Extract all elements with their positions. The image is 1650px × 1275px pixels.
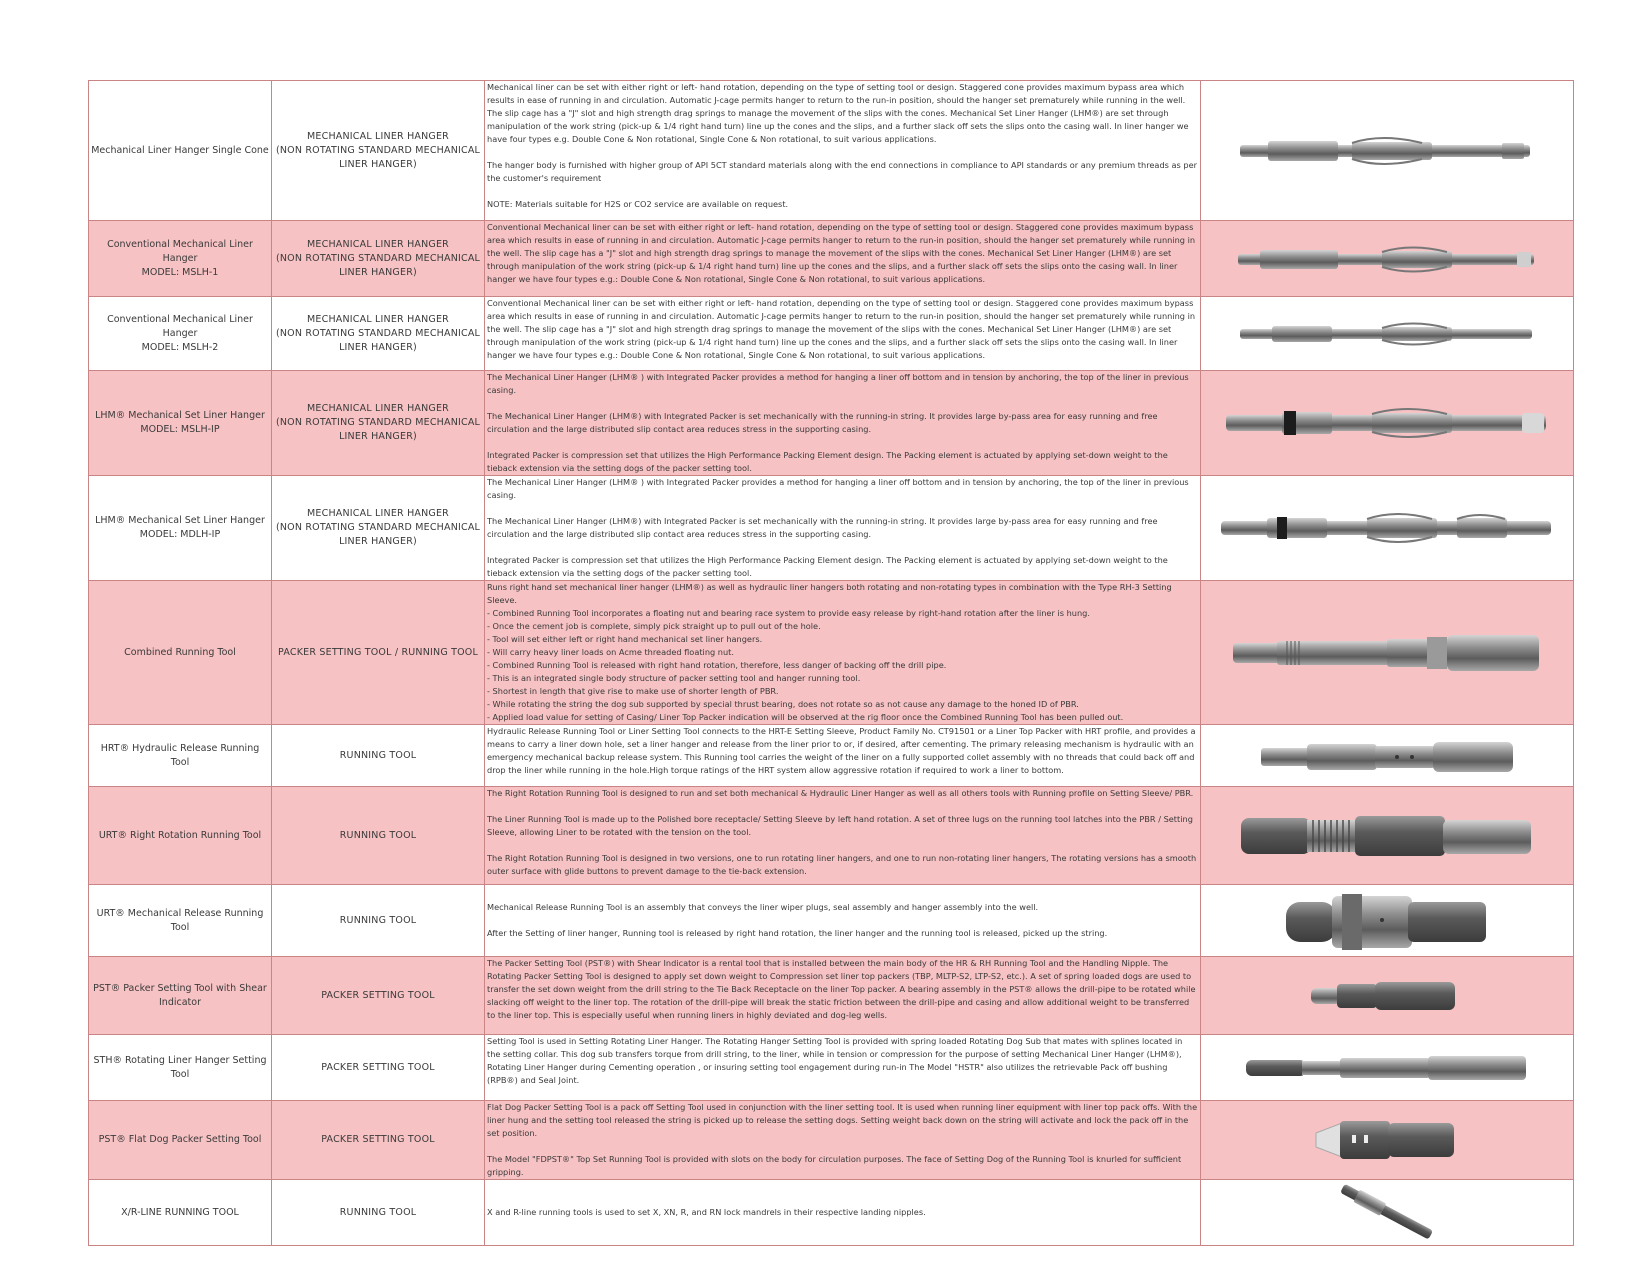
product-description: X and R-line running tools is used to set X, XN, R, and RN lock mandrels in their respective landing nipples. <box>485 1180 1201 1246</box>
product-description: Flat Dog Packer Setting Tool is a pack off Setting Tool used in conjunction with the liner setting tool. It is used when running liner equipment with liner top pack offs. With the liner hung and the setting tool released the string is picked up to release the setting dogs. Setting weight back down on the string will activate and lock the pack off in the set position. The Model "FDPST®" Top Set Running Tool is provided with slots on the body for circulation purposes. The face of Setting Dog of the Running Tool is knurled for sufficient gripping. <box>485 1101 1201 1180</box>
product-description: The Packer Setting Tool (PST®) with Shear Indicator is a rental tool that is installed between the main body of the HR & RH Running Tool and the Handling Nipple. The Rotating Packer Setting Tool is designed to apply set down weight to Compression set liner top packers (TBP, MLTP-S2, LTP-S2, etc.). A set of spring loaded dogs are used to transfer the set down weight from the drill string to the Tie Back Receptacle on the liner Top packer. A bearing assembly in the PST® allows the drill-pipe to be rotated while slacking off weight to the liner top. The rotation of the drill-pipe will break the static friction between the drill-pipe and casing and allow additional weight to be transferred to the liner top. This is especially useful when running liners in highly deviated and dog-leg wells. <box>485 957 1201 1035</box>
mslh-ip-liner-hanger-image <box>1222 403 1552 443</box>
sth-setting-tool-image <box>1242 1050 1532 1086</box>
xr-line-running-tool-image <box>1332 1183 1442 1243</box>
product-category: MECHANICAL LINER HANGER (NON ROTATING STANDARD MECHANICAL LINER HANGER) <box>272 81 485 221</box>
table-row <box>89 297 1574 371</box>
product-category: PACKER SETTING TOOL <box>272 957 485 1035</box>
table-row <box>89 581 1574 725</box>
hrt-running-tool-image <box>1257 736 1517 776</box>
product-image-cell <box>1201 81 1574 221</box>
product-name: Combined Running Tool <box>89 581 272 725</box>
product-category: PACKER SETTING TOOL / RUNNING TOOL <box>272 581 485 725</box>
urt-right-rotation-tool-image <box>1237 806 1537 866</box>
product-name: HRT® Hydraulic Release Running Tool <box>89 725 272 787</box>
combined-running-tool-image <box>1227 629 1547 677</box>
product-category: MECHANICAL LINER HANGER (NON ROTATING STANDARD MECHANICAL LINER HANGER) <box>272 221 485 297</box>
product-category: MECHANICAL LINER HANGER (NON ROTATING STANDARD MECHANICAL LINER HANGER) <box>272 476 485 581</box>
single-cone-liner-hanger-image <box>1232 131 1542 171</box>
product-image-cell <box>1201 885 1574 957</box>
table-row <box>89 371 1574 476</box>
product-name: Conventional Mechanical Liner Hanger MODEL: MSLH-2 <box>89 297 272 371</box>
product-name: Mechanical Liner Hanger Single Cone <box>89 81 272 221</box>
product-category: PACKER SETTING TOOL <box>272 1035 485 1101</box>
table-row <box>89 787 1574 885</box>
mslh-1-liner-hanger-image <box>1232 242 1542 276</box>
product-category: RUNNING TOOL <box>272 787 485 885</box>
product-name: PST® Packer Setting Tool with Shear Indicator <box>89 957 272 1035</box>
table-row <box>89 476 1574 581</box>
product-category: PACKER SETTING TOOL <box>272 1101 485 1180</box>
product-category: RUNNING TOOL <box>272 885 485 957</box>
product-name: URT® Mechanical Release Running Tool <box>89 885 272 957</box>
pst-shear-indicator-tool-image <box>1307 974 1467 1018</box>
product-description: The Mechanical Liner Hanger (LHM® ) with Integrated Packer provides a method for hanging a liner off bottom and in tension by anchoring, the top of the liner in previous casing. The Mechanical Liner Hanger (LHM®) with Integrated Packer is set mechanically with the running-in string. It provides large by-pass area for easy running and free circulation and the large distributed slip contact area reduces stress in the supporting casing. Integrated Packer is compression set that utilizes the High Performance Packing Element design. The Packing element is actuated by applying set-down weight to the tieback extension via the setting dogs of the packer setting tool. <box>485 476 1201 581</box>
table-row <box>89 885 1574 957</box>
product-image-cell <box>1201 297 1574 371</box>
product-image-cell <box>1201 221 1574 297</box>
product-name: PST® Flat Dog Packer Setting Tool <box>89 1101 272 1180</box>
product-table <box>88 80 1574 1246</box>
mdlh-ip-liner-hanger-image <box>1217 509 1557 547</box>
product-category: MECHANICAL LINER HANGER (NON ROTATING STANDARD MECHANICAL LINER HANGER) <box>272 371 485 476</box>
table-row <box>89 725 1574 787</box>
table-row <box>89 81 1574 221</box>
product-image-cell <box>1201 787 1574 885</box>
mslh-2-liner-hanger-image <box>1232 319 1542 349</box>
product-category: RUNNING TOOL <box>272 1180 485 1246</box>
product-image-cell <box>1201 957 1574 1035</box>
product-description: The Mechanical Liner Hanger (LHM® ) with Integrated Packer provides a method for hanging a liner off bottom and in tension by anchoring, the top of the liner in previous casing. The Mechanical Liner Hanger (LHM®) with Integrated Packer is set mechanically with the running-in string. It provides large by-pass area for easy running and free circulation and the large distributed slip contact area reduces stress in the supporting casing. Integrated Packer is compression set that utilizes the High Performance Packing Element design. The Packing element is actuated by applying set-down weight to the tieback extension via the setting dogs of the packer setting tool. <box>485 371 1201 476</box>
product-image-cell <box>1201 1035 1574 1101</box>
product-name: STH® Rotating Liner Hanger Setting Tool <box>89 1035 272 1101</box>
product-category: MECHANICAL LINER HANGER (NON ROTATING STANDARD MECHANICAL LINER HANGER) <box>272 297 485 371</box>
product-image-cell <box>1201 476 1574 581</box>
table-row <box>89 1101 1574 1180</box>
product-image-cell <box>1201 581 1574 725</box>
product-description: Mechanical Release Running Tool is an assembly that conveys the liner wiper plugs, seal assembly and hanger assembly into the well. After the Setting of liner hanger, Running tool is released by right hand rotation, the liner hanger and the running tool is released, picked up the string. <box>485 885 1201 957</box>
product-name: LHM® Mechanical Set Liner Hanger MODEL: MSLH-IP <box>89 371 272 476</box>
product-image-cell <box>1201 371 1574 476</box>
product-name: URT® Right Rotation Running Tool <box>89 787 272 885</box>
product-description: Hydraulic Release Running Tool or Liner Setting Tool connects to the HRT-E Setting Sleeve, Product Family No. CT91501 or a Liner Top Packer with HRT profile, and provides a means to carry a liner down hole, set a liner hanger and release from the liner prior to or, if desired, after cementing. The primary releasing mechanism is hydraulic with an emergency mechanical backup release system. This Running tool carries the weight of the liner on a fully supported collet assembly with no threads that could back off and drop the liner while running in the hole.High torque ratings of the HRT system allow aggressive rotation if required to work a liner to bottom. <box>485 725 1201 787</box>
table-row <box>89 221 1574 297</box>
product-name: Conventional Mechanical Liner Hanger MODEL: MSLH-1 <box>89 221 272 297</box>
urt-mechanical-release-tool-image <box>1282 890 1492 952</box>
product-name: LHM® Mechanical Set Liner Hanger MODEL: MDLH-IP <box>89 476 272 581</box>
product-category: RUNNING TOOL <box>272 725 485 787</box>
product-description: Mechanical liner can be set with either right or left- hand rotation, depending on the type of setting tool or design. Staggered cone provides maximum bypass area which results in ease of running in and circulation. Automatic J-cage permits hanger to return to the run-in position, should the hanger set prematurely while running in the well. The slip cage has a "J" slot and high strength drag springs to manage the movement of the slips with the cones. Mechanical Set Liner Hanger (LHM®) are set through manipulation of the work string (pick-up & 1/4 right hand turn) line up the cones and the slips, and a further slack off sets the slips onto the casing wall. In liner hanger we have four types e.g. Double Cone & Non rotational, Single Cone & Non rotational, to suit various applications. The hanger body is furnished with higher group of API 5CT standard materials along with the end connections in compliance to API standards or any premium threads as per the customer's requirement NOTE: Materials suitable for H2S or CO2 service are available on request. <box>485 81 1201 221</box>
flat-dog-setting-tool-image <box>1312 1113 1462 1167</box>
product-image-cell <box>1201 725 1574 787</box>
product-description: The Right Rotation Running Tool is designed to run and set both mechanical & Hydraulic Liner Hanger as well as all others tools with Running profile on Setting Sleeve/ PBR. The Liner Running Tool is made up to the Polished bore receptacle/ Setting Sleeve by left hand rotation. A set of three lugs on the running tool latches into the PBR / Setting Sleeve, allowing Liner to be rotated with the tension on the tool. The Right Rotation Running Tool is designed in two versions, one to run rotating liner hangers, and one to run non-rotating liner hangers, The rotating versions has a smooth outer surface with glide buttons to prevent damage to the tie-back extension. <box>485 787 1201 885</box>
product-image-cell <box>1201 1180 1574 1246</box>
product-description: Runs right hand set mechanical liner hanger (LHM®) as well as hydraulic liner hangers both rotating and non-rotating types in combination with the Type RH-3 Setting Sleeve. - Combined Running Tool incorporates a floating nut and bearing race system to provide easy release by right-hand rotation after the liner is hung. - Once the cement job is complete, simply pick straight up to pull out of the hole. - Tool will set either left or right hand mechanical set liner hangers. - Will carry heavy liner loads on Acme threaded floating nut. - Combined Running Tool is released with right hand rotation, therefore, less danger of backing off the drill pipe. - This is an integrated single body structure of packer setting tool and hanger running tool. - Shortest in length that give rise to make use of shorter length of PBR. - While rotating the string the dog sub supported by special thrust bearing, does not rotate so as not cause any damage to the honed ID of PBR. - Applied load value for setting of Casing/ Liner Top Packer indication will be observed at the rig floor once the Combined Running Tool has been pulled out. <box>485 581 1201 725</box>
table-row <box>89 1035 1574 1101</box>
product-name: X/R-LINE RUNNING TOOL <box>89 1180 272 1246</box>
product-description: Setting Tool is used in Setting Rotating Liner Hanger. The Rotating Hanger Setting Tool is provided with spring loaded Rotating Dog Sub that mates with splines located in the setting collar. This dog sub transfers torque from drill string, to the liner, while in tension or compression for the purpose of setting Mechanical Liner Hanger (LHM®), Rotating Liner Hanger during Cementing operation , or insuring setting tool engagement during run-in The Model "HSTR" also utilizes the retrievable Pack off bushing (RPB®) and Seal Joint. <box>485 1035 1201 1101</box>
table-row <box>89 957 1574 1035</box>
table-row <box>89 1180 1574 1246</box>
product-image-cell <box>1201 1101 1574 1180</box>
product-description: Conventional Mechanical liner can be set with either right or left- hand rotation, depending on the type of setting tool or design. Staggered cone provides maximum bypass area which results in ease of running in and circulation. Automatic J-cage permits hanger to return to the run-in position, should the hanger set prematurely while running in the well. The slip cage has a "J" slot and high strength drag springs to manage the movement of the slips with the cones. Mechanical Set Liner Hanger (LHM®) are set through manipulation of the work string (pick-up & 1/4 right hand turn) line up the cones and the slips, and a further slack off sets the slips onto the casing wall. In liner hanger we have four types e.g.: Double Cone & Non rotational, Single Cone & Non rotational, to suit various applications. <box>485 297 1201 371</box>
product-description: Conventional Mechanical liner can be set with either right or left- hand rotation, depending on the type of setting tool or design. Staggered cone provides maximum bypass area which results in ease of running in and circulation. Automatic J-cage permits hanger to return to the run-in position, should the hanger set prematurely while running in the well. The slip cage has a "J" slot and high strength drag springs to manage the movement of the slips with the cones. Mechanical Set Liner Hanger (LHM®) are set through manipulation of the work string (pick-up & 1/4 right hand turn) line up the cones and the slips, and a further slack off sets the slips onto the casing wall. In liner hanger we have four types e.g.: Double Cone & Non rotational, Single Cone & Non rotational, to suit various applications. <box>485 221 1201 297</box>
